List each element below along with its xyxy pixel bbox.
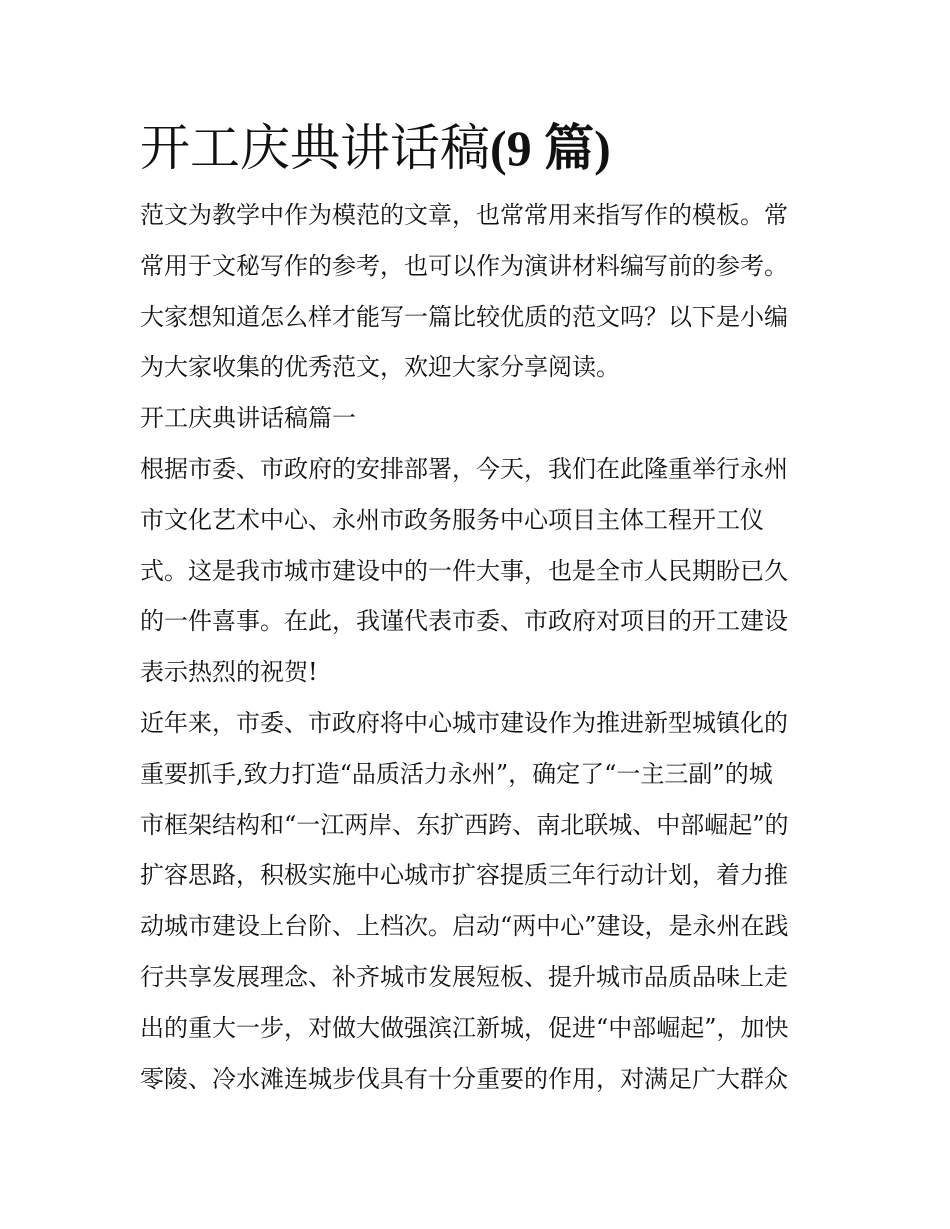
paragraph-2-line: 动城市建设上台阶、上档次。启动“两中心”建设，是永州在践	[140, 912, 789, 941]
section-heading-text: 开工庆典讲话稿篇一	[140, 404, 356, 433]
intro-paragraph	[140, 190, 820, 393]
paragraph-2	[140, 698, 820, 1104]
paragraph-2-line: 行共享发展理念、补齐城市发展短板、提升城市品质品味上走	[140, 962, 788, 991]
paragraph-1	[140, 444, 820, 698]
section-heading	[140, 393, 820, 444]
intro-line: 范文为教学中作为模范的文章，也常常用来指写作的模板。常	[140, 201, 788, 229]
title-suffix: (9 篇)	[490, 120, 611, 176]
paragraph-1-line: 根据市委、市政府的安排部署，今天，我们在此隆重举行永州	[140, 454, 788, 483]
paragraph-1-line: 的一件喜事。在此，我谨代表市委、市政府对项目的开工建设	[140, 607, 788, 636]
paragraph-1-line: 市文化艺术中心、永州市政务服务中心项目主体工程开工仪	[140, 505, 764, 534]
intro-line: 大家想知道怎么样才能写一篇比较优质的范文吗？以下是小编	[140, 302, 788, 331]
intro-line: 为大家收集的优秀范文，欢迎大家分享阅读。	[140, 353, 620, 382]
intro-line: 常用于文秘写作的参考，也可以作为演讲材料编写前的参考。	[140, 251, 788, 280]
paragraph-1-line: 表示热烈的祝贺!	[140, 658, 318, 687]
paragraph-2-line: 重要抓手,致力打造“品质活力永州”，确定了“一主三副”的城	[140, 759, 773, 788]
paragraph-2-line: 零陵、冷水滩连城步伐具有十分重要的作用，对满足广大群众	[140, 1064, 788, 1093]
document-body	[140, 190, 820, 1104]
paragraph-1-line: 式。这是我市城市建设中的一件大事，也是全市人民期盼已久	[140, 556, 788, 585]
paragraph-2-line: 近年来，市委、市政府将中心城市建设作为推进新型城镇化的	[140, 708, 788, 737]
paragraph-2-line: 出的重大一步，对做大做强滨江新城，促进“中部崛起”，加快	[140, 1013, 789, 1042]
title-prefix: 开工庆典讲话稿	[140, 119, 490, 177]
paragraph-2-line: 扩容思路，积极实施中心城市扩容提质三年行动计划，着力推	[140, 861, 788, 890]
document-title	[140, 112, 820, 184]
paragraph-2-line: 市框架结构和“一江两岸、东扩西跨、南北联城、中部崛起”的	[140, 810, 789, 839]
document-page	[140, 112, 820, 1104]
